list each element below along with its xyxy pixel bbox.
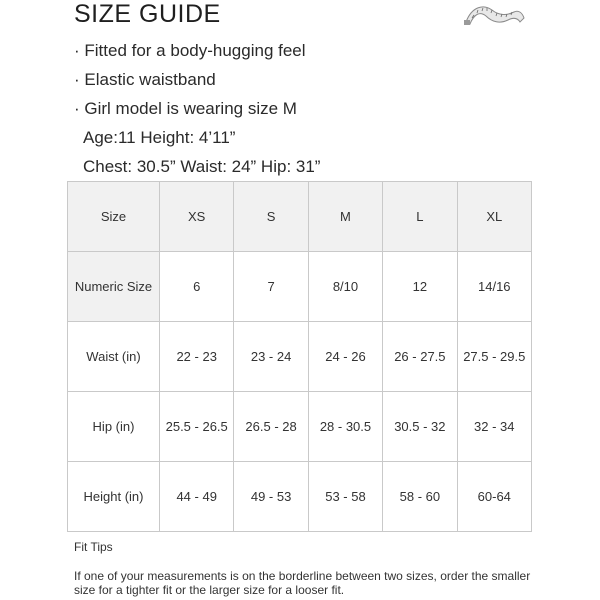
table-cell: 27.5 - 29.5 [457,322,531,392]
fit-tips-text: If one of your measurements is on the borderline between two sizes, order the smaller size for a tighter fit or the larger size for a looser fit. [74,569,531,597]
header-cell: XS [160,182,234,252]
features-list [74,36,320,181]
table-cell: 8/10 [308,252,382,322]
table-row [68,392,532,462]
table-cell: 32 - 34 [457,392,531,462]
feature-waistband: · Elastic waistband [74,70,216,89]
row-label: Waist (in) [68,322,160,392]
table-cell: 6 [160,252,234,322]
table-cell: 7 [234,252,308,322]
table-cell: 53 - 58 [308,462,382,532]
page-title: SIZE GUIDE [74,0,221,28]
table-cell: 24 - 26 [308,322,382,392]
size-table [67,181,532,532]
row-label: Numeric Size [68,252,160,322]
table-cell: 12 [383,252,457,322]
row-label: Hip (in) [68,392,160,462]
model-age-height: Age:11 Height: 4’11” [83,128,236,147]
model-measurements: Chest: 30.5” Waist: 24” Hip: 31” [83,157,321,176]
table-cell: 25.5 - 26.5 [160,392,234,462]
header-cell: XL [457,182,531,252]
header-cell: M [308,182,382,252]
table-row [68,252,532,322]
fit-tips-title: Fit Tips [74,540,113,554]
table-cell: 23 - 24 [234,322,308,392]
table-cell: 60-64 [457,462,531,532]
header-cell: L [383,182,457,252]
table-header-row [68,182,532,252]
table-cell: 58 - 60 [383,462,457,532]
table-row [68,462,532,532]
table-cell: 49 - 53 [234,462,308,532]
table-cell: 14/16 [457,252,531,322]
table-cell: 22 - 23 [160,322,234,392]
table-cell: 30.5 - 32 [383,392,457,462]
table-cell: 28 - 30.5 [308,392,382,462]
feature-fit: · Fitted for a body-hugging feel [74,41,306,60]
feature-model-size: · Girl model is wearing size M [74,99,297,118]
table-cell: 44 - 49 [160,462,234,532]
row-label: Height (in) [68,462,160,532]
header-cell: Size [68,182,160,252]
table-cell: 26.5 - 28 [234,392,308,462]
table-row [68,322,532,392]
header-cell: S [234,182,308,252]
table-cell: 26 - 27.5 [383,322,457,392]
measuring-tape-icon [462,2,528,28]
